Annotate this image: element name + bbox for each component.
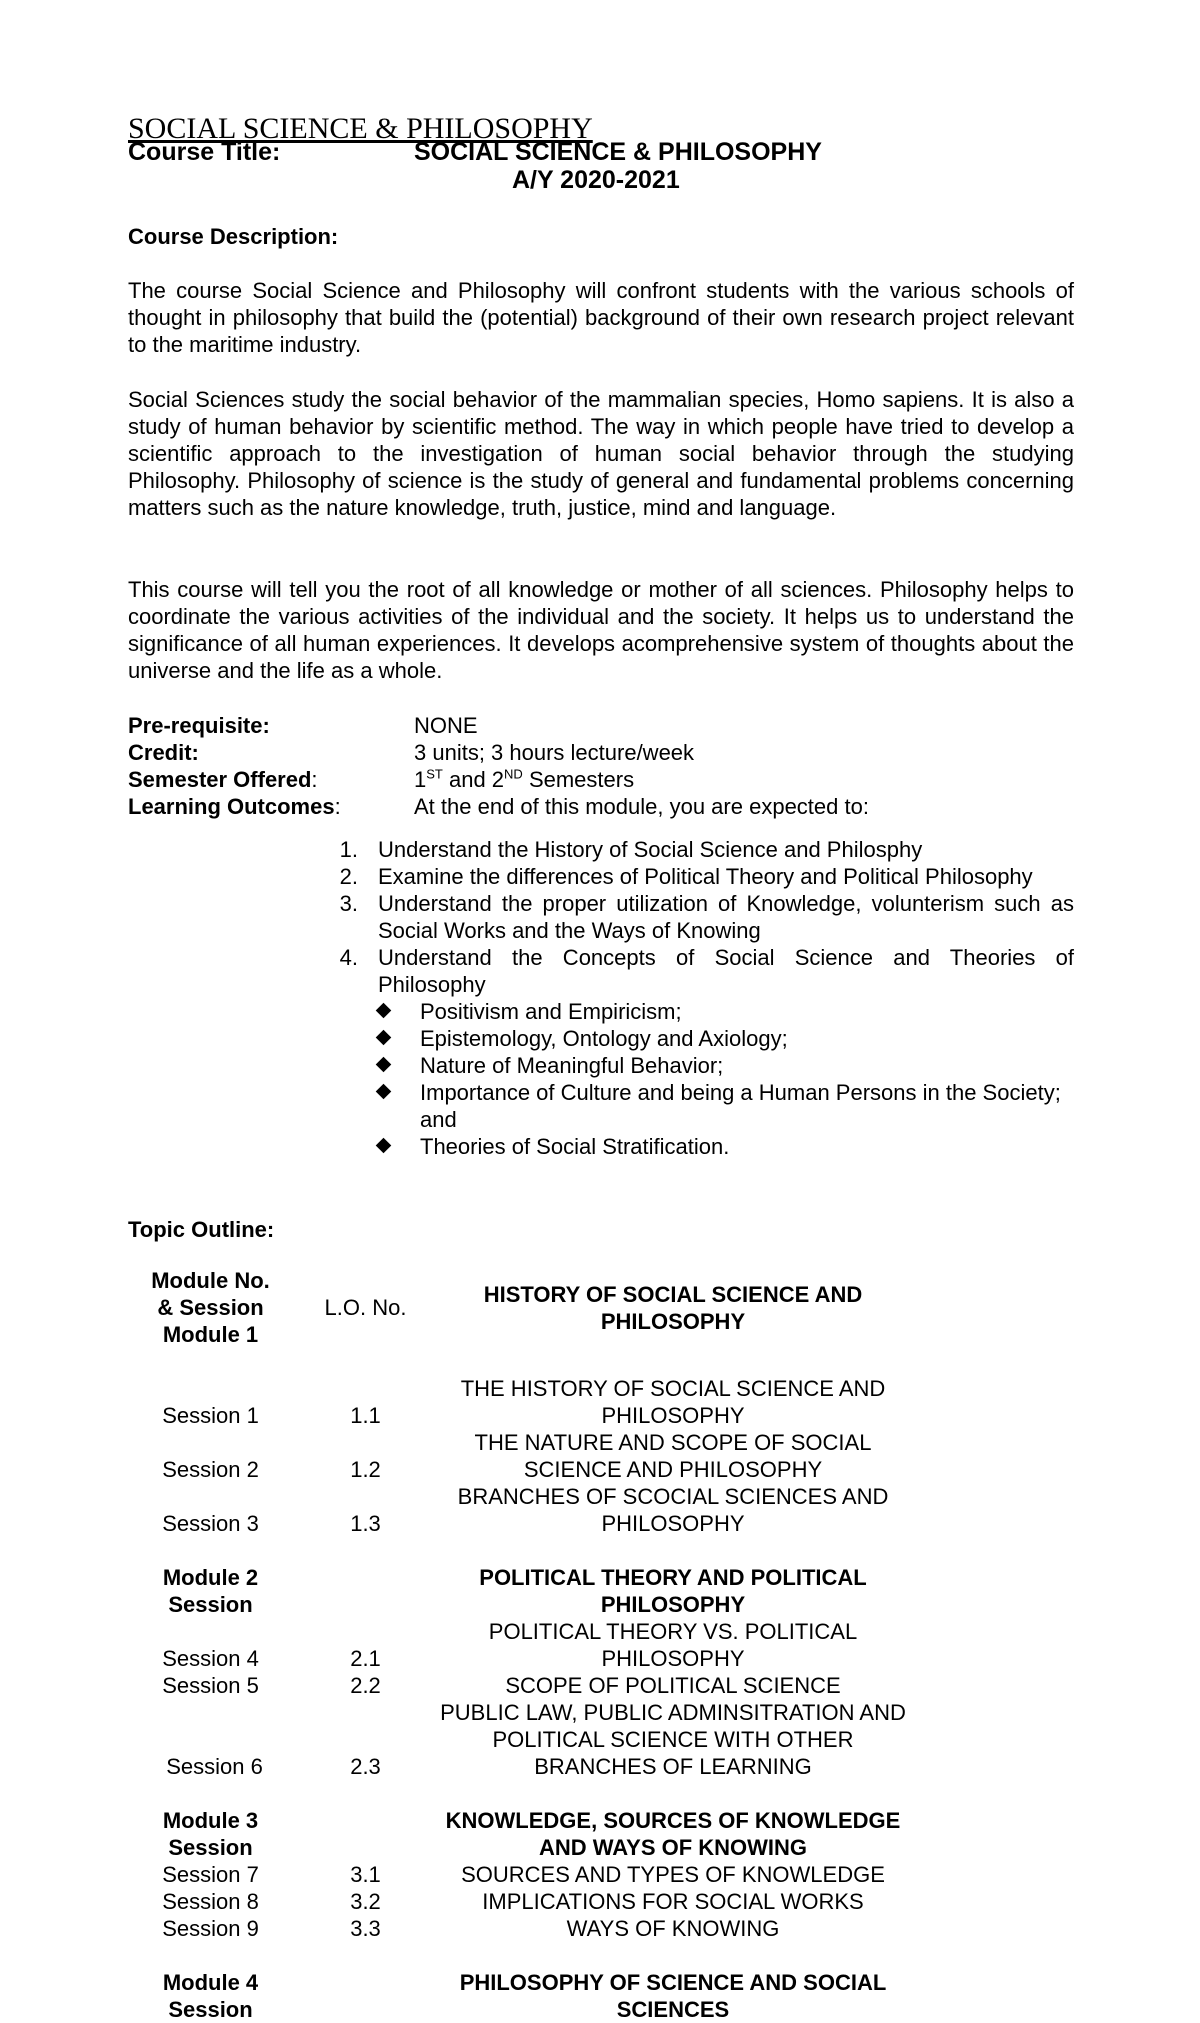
diamond-bullet-icon (376, 1057, 392, 1073)
table-row: Session 3 1.3 BRANCHES OF SCOCIAL SCIENCES AND PHILOSOPHY (162, 1484, 889, 1536)
module-4-title: PHILOSOPHY OF SCIENCE AND SOCIAL SCIENCES (459, 1970, 887, 2022)
document-title: SOCIAL SCIENCE & PHILOSOPHY (128, 112, 593, 145)
module-2-title: POLITICAL THEORY AND POLITICAL PHILOSOPHY (479, 1565, 867, 1617)
module-3-label: Module 3 Session (162, 1808, 259, 1860)
module-2-label: Module 2 Session (162, 1565, 259, 1617)
module-1-title: HISTORY OF SOCIAL SCIENCE AND PHILOSOPHY (483, 1281, 863, 1334)
outcome-item: 1. Understand the History of Social Science and Philosphy (339, 837, 923, 862)
module-2-header-row (128, 1564, 1088, 1618)
course-title-value: SOCIAL SCIENCE & PHILOSOPHY (414, 138, 822, 166)
topic-outline-table (128, 1267, 1088, 2023)
outcome-item: 3. Understand the proper utilization of Knowledge, volunterism such as Social Works and the Ways of Knowing (339, 891, 1074, 943)
diamond-bullet-icon (376, 1003, 392, 1019)
diamond-bullet-icon (376, 1084, 392, 1100)
prerequisite-label: Pre-requisite: (128, 713, 270, 738)
learning-outcomes-list (328, 836, 1074, 1160)
prerequisite-value: NONE (414, 713, 478, 738)
academic-year: A/Y 2020-2021 (512, 166, 680, 194)
sub-outcome-item: Positivism and Empiricism; (378, 998, 1074, 1025)
course-description-heading: Course Description: (128, 224, 339, 249)
outcome-item: 4. Understand the Concepts of Social Science and Theories of Philosophy Positivism and Empiricism; Epistemology, Ontology and Axiology; Nature of Meaningful Behavior; Importance of Culture and being a Human Persons in the Society; and Theories of Social Stratification. (339, 945, 1074, 1159)
topic-outline-heading: Topic Outline: (128, 1217, 275, 1242)
table-row: Session 5 2.2 SCOPE OF POLITICAL SCIENCE (162, 1673, 841, 1698)
column-header-lo: L.O. No. (324, 1295, 407, 1320)
description-paragraph-3: This course will tell you the root of all knowledge or mother of all sciences. Philosophy helps to coordinate the various activities of the individual and the society. It helps us to understand the significance of all human experiences. It develops acomprehensive system of thoughts about the universe and the life as a whole. (128, 577, 1074, 683)
sub-outcome-item: Importance of Culture and being a Human Persons in the Society; and (378, 1079, 1074, 1133)
table-row: Session 4 2.1 POLITICAL THEORY VS. POLITICAL PHILOSOPHY (162, 1619, 858, 1671)
module-3-header-row (128, 1807, 1088, 1861)
table-row: Session 9 3.3 WAYS OF KNOWING (162, 1916, 780, 1941)
diamond-bullet-icon (376, 1030, 392, 1046)
sub-outcome-item: Theories of Social Stratification. (378, 1133, 1074, 1160)
table-row: Session 2 1.2 THE NATURE AND SCOPE OF SOCIAL SCIENCE AND PHILOSOPHY (162, 1430, 872, 1482)
diamond-bullet-icon (376, 1138, 392, 1154)
table-row: Session 1 1.1 THE HISTORY OF SOCIAL SCIENCE AND PHILOSOPHY (162, 1376, 886, 1428)
description-paragraph-2: Social Sciences study the social behavior of the mammalian species, Homo sapiens. It is also a study of human behavior by scientific method. The way in which people have tried to develop a scientific approach to the investigation of human social behavior through the studying Philosophy. Philosophy of science is the study of general and fundamental problems concerning matters such as the nature knowledge, truth, justice, mind and language. (128, 387, 1074, 520)
semester-label: Semester Offered: (128, 767, 318, 792)
learning-outcomes-label: Learning Outcomes: (128, 794, 341, 819)
table-row: Session 8 3.2 IMPLICATIONS FOR SOCIAL WORKS (162, 1889, 864, 1914)
module-3-title: KNOWLEDGE, SOURCES OF KNOWLEDGE AND WAYS OF KNOWING (445, 1808, 901, 1860)
module-4-header-row (128, 1969, 1088, 2023)
outcome-item: 2. Examine the differences of Political Theory and Political Philosophy (339, 864, 1033, 889)
table-header-row (128, 1267, 1088, 1348)
learning-outcomes-intro: At the end of this module, you are expected to: (414, 794, 869, 819)
credit-label: Credit: (128, 740, 199, 765)
semester-value: 1ST and 2ND Semesters (414, 766, 635, 792)
sub-outcome-item: Nature of Meaningful Behavior; (378, 1052, 1074, 1079)
table-row: Session 6 2.3 PUBLIC LAW, PUBLIC ADMINSITRATION AND POLITICAL SCIENCE WITH OTHER BRANCHES OF LEARNING (166, 1700, 906, 1779)
module-4-label: Module 4 Session (162, 1970, 259, 2022)
sub-outcomes-list (378, 998, 1074, 1160)
course-title-label: Course Title: (128, 138, 281, 166)
credit-value: 3 units; 3 hours lecture/week (414, 740, 695, 765)
description-paragraph-1: The course Social Science and Philosophy will confront students with the various schools of thought in philosophy that build the (potential) background of their own research project relevant to the maritime industry. (128, 278, 1074, 357)
sub-outcome-item: Epistemology, Ontology and Axiology; (378, 1025, 1074, 1052)
table-row: Session 7 3.1 SOURCES AND TYPES OF KNOWLEDGE (162, 1862, 885, 1887)
column-header-module: Module No. & Session Module 1 (151, 1268, 270, 1347)
